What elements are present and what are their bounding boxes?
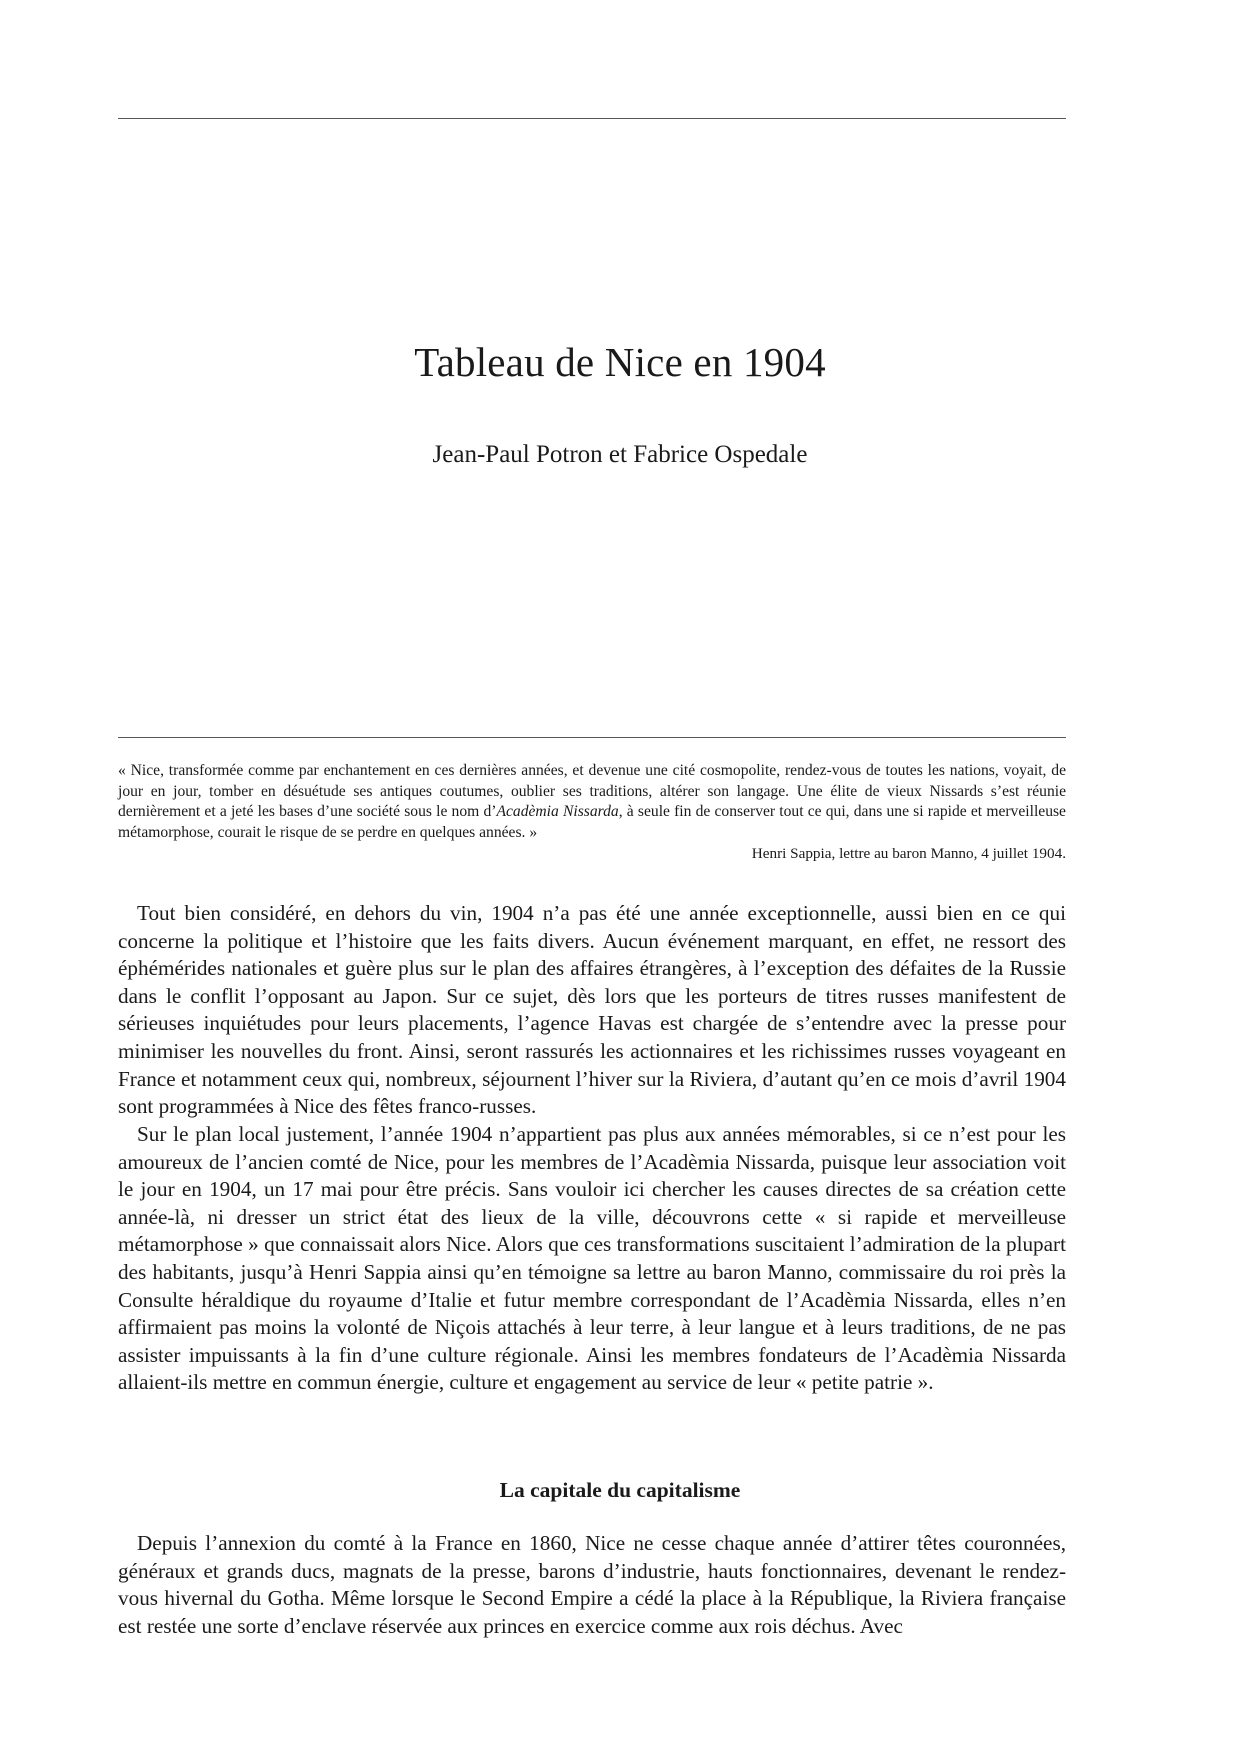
top-rule [118,118,1066,119]
body-paragraph-3 [118,1530,1066,1640]
body-paragraph-1-text: Tout bien considéré, en dehors du vin, 1904 n’a pas été une année exceptionnelle, aussi bien en ce qui concerne la politique et l’histoire que les faits divers. Aucun événement marquant, en effet, ne ressort des éphémérides nationales et guère plus sur le plan des affaires étrangères, à l’exception des défaites de la Russie dans le conflit l’opposant au Japon. Sur ce sujet, dès lors que les porteurs de titres russes manifestent de sérieuses inquiétudes pour leurs placements, l’agence Havas est chargée de s’entendre avec la presse pour minimiser les nouvelles du front. Ainsi, seront rassurés les actionnaires et les richissimes russes voyageant en France et notamment ceux qui, nombreux, séjournent l’hiver sur la Riviera, d’autant qu’en ce mois d’avril 1904 sont programmées à Nice des fêtes franco-russes. [118,901,1066,1119]
body-paragraph-2 [118,1121,1066,1397]
body-paragraph-2-text: Sur le plan local justement, l’année 1904 n’appartient pas plus aux années mémorables, si ce n’est pour les amoureux de l’ancien comté de Nice, pour les membres de l’Acadèmia Nissarda, puisque leur association voit le jour en 1904, un 17 mai pour être précis. Sans vouloir ici chercher les causes directes de sa création cette année-là, ni dresser un strict état des lieux de la ville, découvrons cette « si rapide et merveilleuse métamorphose » que connaissait alors Nice. Alors que ces transformations suscitaient l’admiration de la plupart des habitants, jusqu’à Henri Sappia ainsi qu’en témoigne sa lettre au baron Manno, commissaire du roi près la Consulte héraldique du royaume d’Italie et futur membre correspondant de l’Acadèmia Nissarda, elles n’en affirmaient pas moins la volonté de Niçois attachés à leur terre, à leur langue et à leurs traditions, de ne pas assister impuissants à la fin d’une culture régionale. Ainsi les membres fondateurs de l’Acadèmia Nissarda allaient-ils mettre en commun énergie, culture et engagement au service de leur « petite patrie ». [118,1122,1066,1395]
article-authors: Jean-Paul Potron et Fabrice Ospedale [432,441,808,468]
epigraph-text-part1: « Nice, transformée comme par enchantement en ces dernières années, et devenue une cité cosmopolite, rendez-vous de toutes les nations, voyait, de jour en jour, tomber en désuétude ses antiques coutumes, oublier ses traditions, altérer son langage. Une élite de vieux Nissards s’est réunie dernièrement et a jeté les bases d’une société sous le nom d’ [118,762,1066,820]
epigraph-quote [118,761,1066,843]
epigraph-text-part2: , à seule fin de conserver tout ce qui, dans une si rapide et merveilleuse métamorphose, courait le risque de se perdre en quelques années. » [118,803,1066,841]
epigraph-rule [118,737,1066,738]
body-paragraph-3-text: Depuis l’annexion du comté à la France en 1860, Nice ne cesse chaque année d’attirer têtes couronnées, généraux et grands ducs, magnats de la presse, barons d’industrie, hauts fonctionnaires, devenant le rendez-vous hivernal du Gotha. Même lorsque le Second Empire a cédé la place à la République, la Riviera française est restée une sorte d’enclave réservée aux princes en exercice comme aux rois déchus. Avec [118,1531,1066,1638]
article-title: Tableau de Nice en 1904 [414,339,826,385]
epigraph-italic-name: Acadèmia Nissarda [496,803,619,820]
epigraph-source: Henri Sappia, lettre au baron Manno, 4 juillet 1904. [751,845,1066,862]
body-paragraph-1 [118,900,1066,1121]
section-heading: La capitale du capitalisme [499,1478,741,1502]
